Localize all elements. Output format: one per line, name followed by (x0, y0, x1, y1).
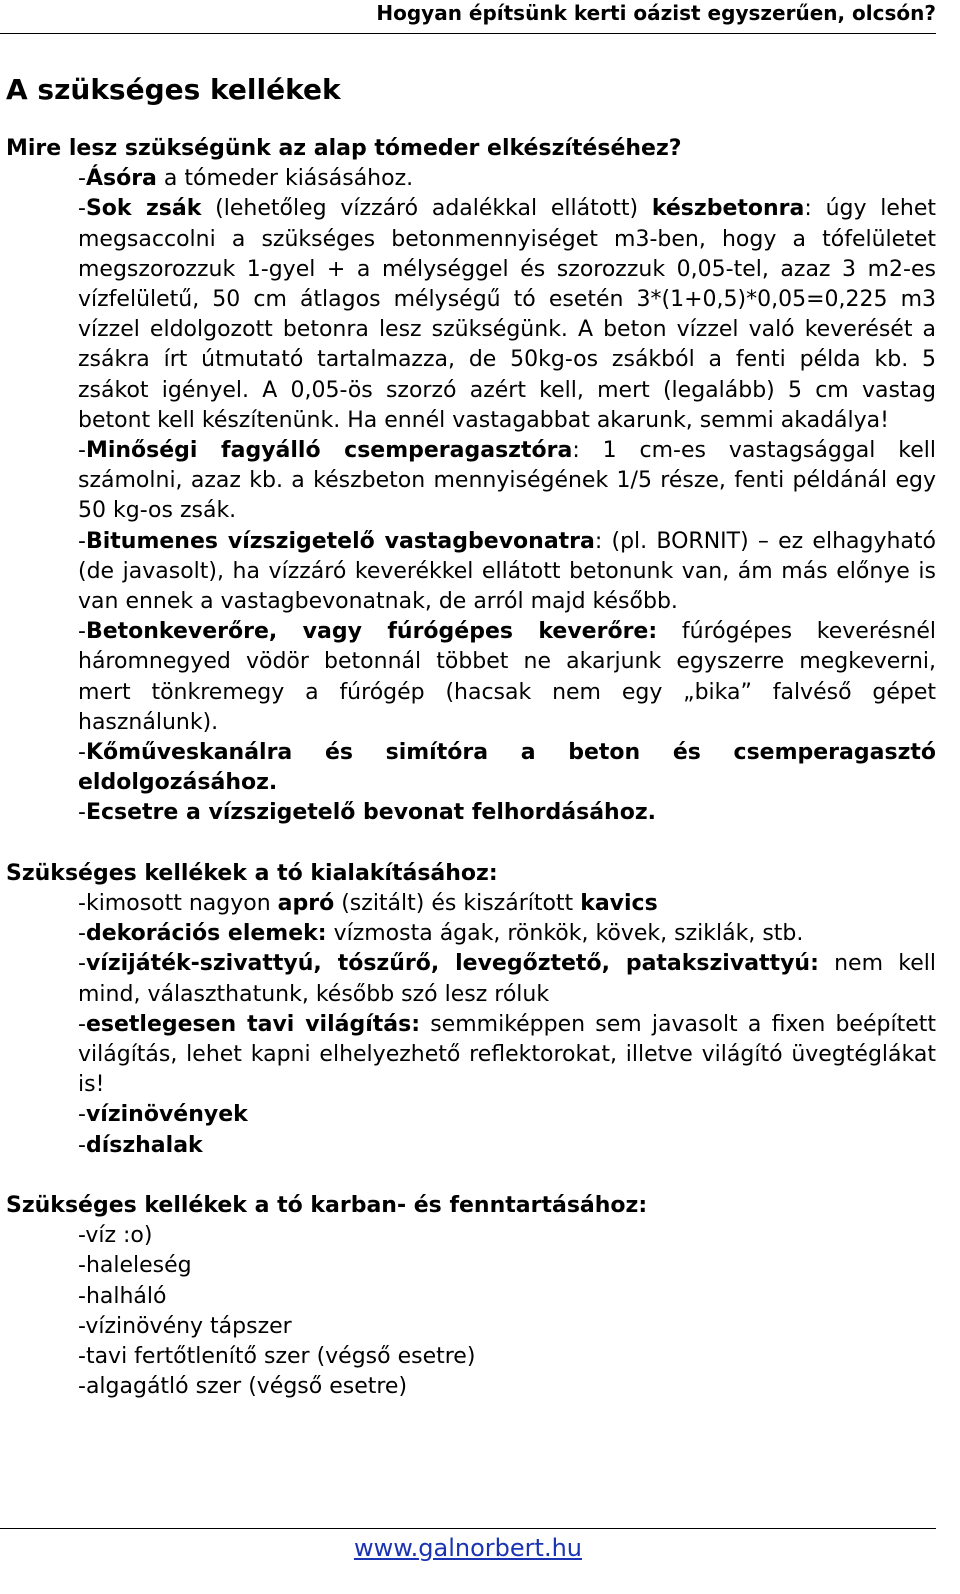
item-bold-2: készbetonra (651, 196, 805, 222)
item-bold: Ásóra (85, 166, 157, 192)
list-item: -Bitumenes vízszigetelő vastagbevonatra: (pl. BORNIT) – ez elhagyható (de javasolt), ha vízzáró keverékkel ellátott betonunk van, ám más előnye is van ennek a vastagbevonatnak, de arról majd később. (78, 528, 936, 615)
list-item: -Sok zsák (lehetőleg vízzáró adalékkal ellátott) készbetonra: úgy lehet megsaccolni a szükséges betonmennyiséget m3-ben, hogy a tófelületet megszorozzuk 1-gyel + a mélységgel és szorozzuk 0,05-tel, azaz 3 m2-es vízfelületű, 50 cm átlagos mélységű tó esetén 3*(1+0,5)*0,05=0,225 m3 vízzel eldolgozott betonra lesz szükségünk. A beton vízzel való keverését a zsákra írt útmutató tartalmazza, de 50kg-os zsákból a fenti példa kb. 5 zsákot igényel. A 0,05-ös szorzó azért kell, mert (legalább) 5 cm vastag betont kell készítenünk. Ha ennél vastagabbat akarunk, semmi akadálya! (78, 196, 937, 433)
item-bold: Minőségi fagyálló csemperagasztóra (85, 438, 573, 464)
page-header (0, 0, 936, 34)
list-item: -tavi fertőtlenítő szer (végső esetre) (78, 1344, 476, 1370)
item-text: nem kell mind, választhatunk, később szó lesz róluk (78, 951, 936, 1007)
list-item: -dekorációs elemek: vízmosta ágak, rönkök, kövek, sziklák, stb. (78, 921, 804, 947)
list-item: -víz :o) (78, 1223, 153, 1249)
item-text: fúrógépes keverésnél háromnegyed vödör betonnál többet ne akarjunk egyszerre megkeverni, mert tönkremegy a fúrógép (hacsak nem egy „bika” falvéső gépet használunk). (78, 619, 936, 735)
item-text-2: : úgy lehet megsaccolni a szükséges betonmennyiséget m3-ben, hogy a tófelületet megszorozzuk 1-gyel + a mélységgel és szorozzuk 0,05-tel, azaz 3 m2-es vízfelületű, 50 cm átlagos mélységű tó esetén 3*(1+0,5)*0,05=0,225 m3 vízzel eldolgozott betonra lesz szükségünk. A beton vízzel való keverését a zsákra írt útmutató tartalmazza, de 50kg-os zsákból a fenti példa kb. 5 zsákot igényel. A 0,05-ös szorzó azért kell, mert (legalább) 5 cm vastag betont kell készítenünk. Ha ennél vastagabbat akarunk, semmi akadálya! (78, 196, 937, 433)
item-bold-2: kavics (580, 891, 658, 917)
section3-heading: Szükséges kellékek a tó karban- és fenntartásához: (6, 1193, 648, 1219)
item-text: (lehetőleg vízzáró adalékkal ellátott) (201, 196, 652, 222)
item-bold: Sok zsák (85, 196, 202, 222)
list-item: -Ecsetre a vízszigetelő bevonat felhordásához. (78, 800, 656, 826)
item-pre: kimosott nagyon (85, 891, 278, 917)
item-text: vízmosta ágak, rönkök, kövek, sziklák, stb. (326, 921, 804, 947)
item-text: : (pl. BORNIT) – ez elhagyható (de javasolt), ha vízzáró keverékkel ellátott betonunk van, ám más előnye is van ennek a vastagbevonatnak, de arról majd később. (78, 528, 936, 615)
section2-heading: Szükséges kellékek a tó kialakításához: (6, 860, 498, 886)
item-bold: díszhalak (85, 1132, 203, 1158)
list-item: -díszhalak (78, 1132, 203, 1158)
item-bold: vízijáték-szivattyú, tószűrő, levegőztető, patakszivattyú: (85, 951, 819, 977)
section2-list (6, 889, 936, 1161)
item-text: a tómeder kiásásához. (156, 166, 414, 192)
section1-heading: Mire lesz szükségünk az alap tómeder elkészítéséhez? (6, 136, 682, 161)
item-bold: Betonkeverőre, vagy fúrógépes keverőre: (85, 619, 658, 645)
item-bold: esetlegesen tavi világítás: (85, 1011, 421, 1037)
item-text: : 1 cm-es vastagsággal kell számolni, azaz kb. a készbeton mennyiségének 1/5 része, fenti példánál egy 50 kg-os zsák. (78, 438, 936, 524)
list-item: -haleleség (78, 1253, 192, 1279)
website-link[interactable]: www.galnorbert.hu (353, 1534, 582, 1562)
item-text: semmiképpen sem javasolt a fixen beépített világítás, lehet kapni elhelyezhető reflektorokat, illetve világító üvegtéglákat is! (78, 1011, 936, 1098)
item-bold: apró (277, 891, 335, 917)
list-item: -kimosott nagyon apró (szitált) és kiszárított kavics (78, 891, 658, 917)
item-bold: Bitumenes vízszigetelő vastagbevonatra (85, 528, 595, 554)
page-footer (0, 1528, 936, 1565)
list-item: -esetlegesen tavi világítás: semmiképpen sem javasolt a fixen beépített világítás, lehet kapni elhelyezhető reflektorokat, illetve világító üvegtéglákat is! (78, 1011, 936, 1098)
list-item: -halháló (78, 1283, 167, 1309)
item-bold: Kőműveskanálra és simítóra a beton és csemperagasztó eldolgozásához. (78, 740, 936, 796)
header-title: Hogyan építsünk kerti oázist egyszerűen, olcsón? (376, 1, 936, 25)
item-text: (szitált) és kiszárított (334, 891, 581, 917)
list-item: -Betonkeverőre, vagy fúrógépes keverőre: fúrógépes keverésnél háromnegyed vödör betonnál többet ne akarjunk egyszerre megkeverni, mert tönkremegy a fúrógép (hacsak nem egy „bika” falvéső gépet használunk). (78, 619, 936, 735)
item-bold: dekorációs elemek: (85, 921, 327, 947)
item-bold: vízinövények (85, 1102, 248, 1128)
list-item: -vízinövény tápszer (78, 1313, 292, 1339)
list-item: -algagátló szer (végső esetre) (78, 1374, 408, 1400)
list-item: -vízijáték-szivattyú, tószűrő, levegőztető, patakszivattyú: nem kell mind, választhatunk, később szó lesz róluk (78, 951, 936, 1007)
section3-list (6, 1221, 936, 1402)
list-item: -Kőműveskanálra és simítóra a beton és csemperagasztó eldolgozásához. (78, 740, 936, 796)
document-body (6, 70, 936, 1403)
section-title: A szükséges kellékek (6, 73, 341, 106)
list-item: -Ásóra a tómeder kiásásához. (78, 166, 414, 192)
item-bold: Ecsetre a vízszigetelő bevonat felhordásához. (85, 800, 656, 826)
list-item: -vízinövények (78, 1102, 248, 1128)
list-item: -Minőségi fagyálló csemperagasztóra: 1 cm-es vastagsággal kell számolni, azaz kb. a készbeton mennyiségének 1/5 része, fenti példánál egy 50 kg-os zsák. (78, 438, 936, 524)
section1-list (6, 164, 936, 828)
